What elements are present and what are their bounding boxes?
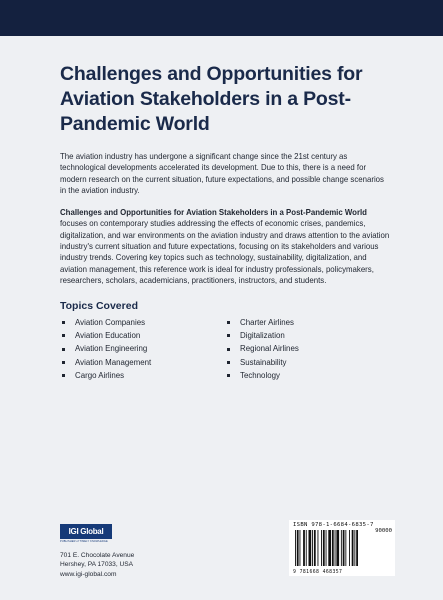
bullet-icon [62,374,65,377]
isbn-text: ISBN 978-1-6684-6835-7 [293,522,374,528]
barcode-stripe [300,530,301,566]
barcode-stripe [295,530,296,566]
barcode-stripe [318,530,319,566]
topics-list [60,316,390,381]
bullet-icon [62,348,65,351]
barcode-stripe [341,530,342,566]
topic-item: Sustainability [225,356,390,369]
publisher-website: www.igi-global.com [60,570,117,578]
topic-item: Aviation Education [60,329,225,342]
publisher-logo-text: IGI Global [68,527,104,536]
topic-item: Aviation Companies [60,316,225,329]
barcode-stripe [321,530,322,566]
topic-item: Technology [225,369,390,382]
bullet-icon [62,361,65,364]
bullet-icon [227,348,230,351]
barcode-stripe [323,530,325,566]
barcode-stripe [352,530,354,566]
bullet-icon [227,321,230,324]
topic-item: Aviation Management [60,356,225,369]
top-color-band [0,0,443,36]
topics-column-left [60,316,225,381]
barcode-stripe [343,530,345,566]
barcode-stripe [354,530,355,566]
barcode-stripe [328,530,331,566]
topics-column-right [225,316,390,381]
description-text: focuses on contemporary studies addressing the effects of economic crises, pandemics, digitalization, and war environments on the aviation industry and draws attention to the aviation industry's current situation and future expectations, focusing on its stakeholders and various industry trends. Covering key topics such as technology, sustainability, digitalization, and aviation management, this reference work is ideal for industry professionals, policymakers, researchers, scholars, academicians, practitioners, instructors, and students. [60,219,390,285]
bullet-icon [62,321,65,324]
description-bold-title: Challenges and Opportunities for Aviation Stakeholders in a Post-Pandemic World [60,208,367,218]
barcode-stripe [306,530,307,566]
topic-item: Charter Airlines [225,316,390,329]
publisher-address [60,551,134,579]
topic-item: Digitalization [225,329,390,342]
bullet-icon [62,334,65,337]
barcode-stripe [309,530,312,566]
address-line-2: Hershey, PA 17033, USA [60,561,134,569]
price-code: 90000 [375,528,392,534]
barcode-icon [295,530,389,566]
address-line-1: 701 E. Chocolate Avenue [60,552,135,559]
book-title: Challenges and Opportunities for Aviation Stakeholders in a Post-Pandemic World [60,63,363,135]
barcode-stripe [303,530,305,566]
bullet-icon [227,374,230,377]
topics-heading: Topics Covered [60,300,138,313]
publisher-block [60,524,134,579]
intro-paragraph: The aviation industry has undergone a significant change since the 21st century as technological developments accelerated its development. Due to this, there is a need for modern research on the current situation, future expectations, and possible change scenarios in the aviation industry. [60,152,384,195]
back-cover-content [60,62,390,382]
barcode-stripe [349,530,350,566]
barcode-stripe [314,530,316,566]
barcode-stripe [335,530,336,566]
barcode-stripe [336,530,339,566]
topic-item: Aviation Engineering [60,342,225,355]
bullet-icon [227,361,230,364]
barcode-stripe [356,530,358,566]
barcode-stripe [345,530,346,566]
isbn-barcode [289,520,395,576]
publisher-logo [60,524,112,539]
barcode-number: 9 781668 468357 [293,570,343,575]
barcode-stripe [332,530,334,566]
topic-item: Regional Airlines [225,342,390,355]
barcode-stripe [297,530,299,566]
bullet-icon [227,334,230,337]
barcode-stripe [326,530,327,566]
barcode-stripe [312,530,313,566]
topic-item: Cargo Airlines [60,369,225,382]
description-paragraph [60,207,390,286]
publisher-tagline: PUBLISHER of TIMELY KNOWLEDGE [60,540,108,543]
